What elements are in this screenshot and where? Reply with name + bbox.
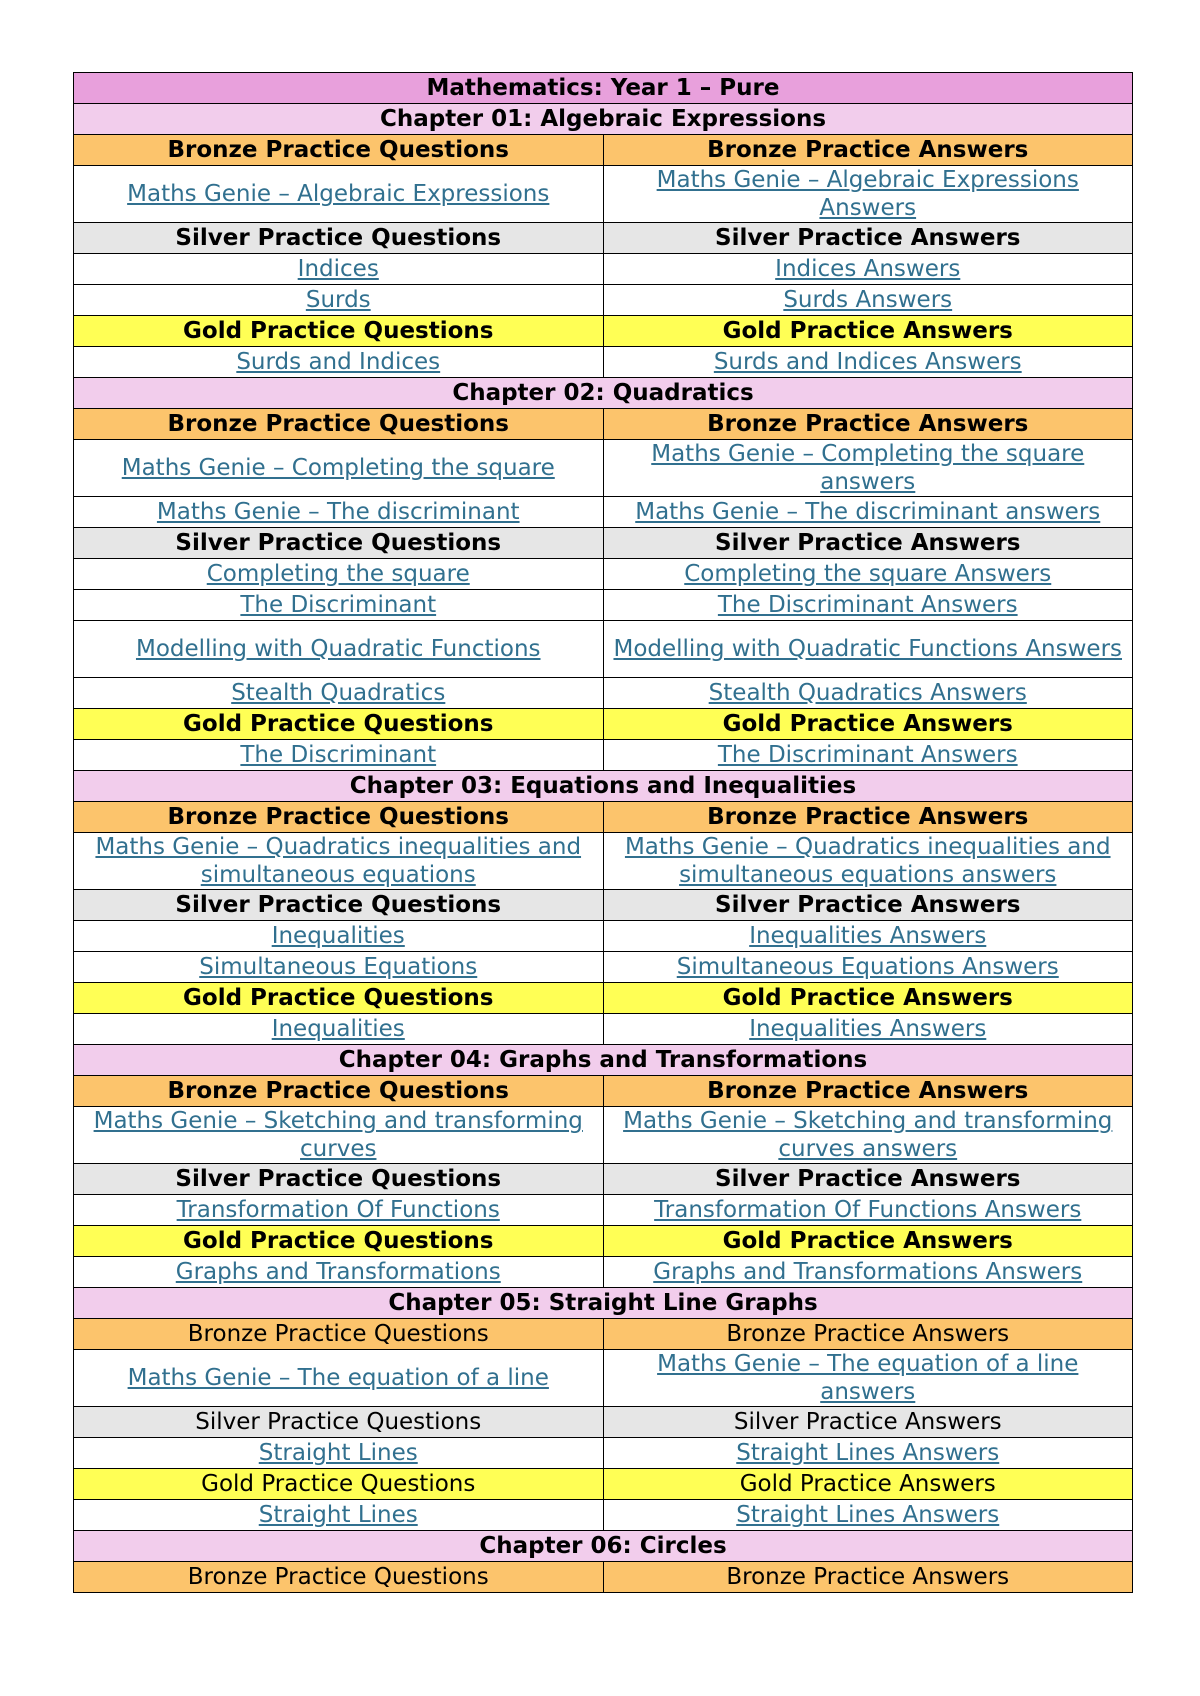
table-row	[74, 440, 1133, 497]
table-row	[74, 559, 1133, 590]
gold-answers-header: Gold Practice Answers	[603, 709, 1133, 740]
silver-answers-header: Silver Practice Answers	[603, 223, 1133, 254]
chapter-row	[74, 378, 1133, 409]
answer-link[interactable]: Straight Lines Answers	[736, 1440, 1000, 1466]
question-cell	[74, 1195, 604, 1226]
answer-cell	[603, 166, 1133, 223]
silver-header-row	[74, 528, 1133, 559]
answer-link[interactable]: Simultaneous Equations Answers	[676, 954, 1059, 980]
answer-link[interactable]: Maths Genie – The discriminant answers	[635, 499, 1101, 525]
table-row	[74, 285, 1133, 316]
question-link[interactable]: Completing the square	[206, 561, 470, 587]
gold-header-row	[74, 983, 1133, 1014]
question-cell	[74, 166, 604, 223]
answer-cell	[603, 1107, 1133, 1164]
question-cell	[74, 1107, 604, 1164]
answer-cell	[603, 497, 1133, 528]
gold-answers-header: Gold Practice Answers	[603, 1226, 1133, 1257]
answer-link[interactable]: Maths Genie – Quadratics inequalities and simultaneous equations answers	[624, 834, 1111, 888]
gold-answers-header: Gold Practice Answers	[603, 316, 1133, 347]
question-link[interactable]: Inequalities	[271, 923, 405, 949]
silver-header-row	[74, 1407, 1133, 1438]
bronze-header-row	[74, 1562, 1133, 1593]
chapter-heading: Chapter 04: Graphs and Transformations	[74, 1045, 1133, 1076]
silver-header-row	[74, 223, 1133, 254]
table-row	[74, 1257, 1133, 1288]
question-link[interactable]: Maths Genie – Algebraic Expressions	[127, 181, 550, 207]
question-cell	[74, 740, 604, 771]
answer-cell	[603, 1014, 1133, 1045]
silver-header-row	[74, 890, 1133, 921]
bronze-questions-header: Bronze Practice Questions	[74, 1319, 604, 1350]
bronze-header-row	[74, 409, 1133, 440]
answer-link[interactable]: Graphs and Transformations Answers	[653, 1259, 1083, 1285]
gold-header-row	[74, 1469, 1133, 1500]
answer-link[interactable]: Transformation Of Functions Answers	[654, 1197, 1082, 1223]
table-row	[74, 678, 1133, 709]
table-row	[74, 347, 1133, 378]
question-link[interactable]: Maths Genie – The discriminant	[156, 499, 520, 525]
answer-cell	[603, 952, 1133, 983]
question-cell	[74, 347, 604, 378]
answer-cell	[603, 833, 1133, 890]
silver-questions-header: Silver Practice Questions	[74, 890, 604, 921]
table-row	[74, 590, 1133, 621]
question-link[interactable]: Modelling with Quadratic Functions	[135, 636, 541, 662]
bronze-header-row	[74, 135, 1133, 166]
question-link[interactable]: Graphs and Transformations	[175, 1259, 501, 1285]
question-cell	[74, 590, 604, 621]
gold-header-row	[74, 1226, 1133, 1257]
bronze-answers-header: Bronze Practice Answers	[603, 135, 1133, 166]
bronze-header-row	[74, 802, 1133, 833]
table-row	[74, 1500, 1133, 1531]
answer-cell	[603, 740, 1133, 771]
answer-link[interactable]: Maths Genie – Completing the square answers	[651, 441, 1085, 495]
title-row	[74, 73, 1133, 104]
table-row	[74, 1438, 1133, 1469]
silver-answers-header: Silver Practice Answers	[603, 1164, 1133, 1195]
bronze-answers-header: Bronze Practice Answers	[603, 1562, 1133, 1593]
answer-cell	[603, 285, 1133, 316]
silver-questions-header: Silver Practice Questions	[74, 528, 604, 559]
question-link[interactable]: Straight Lines	[258, 1440, 418, 1466]
question-cell	[74, 1350, 604, 1407]
bronze-questions-header: Bronze Practice Questions	[74, 409, 604, 440]
answer-link[interactable]: Surds Answers	[783, 287, 953, 313]
page-title: Mathematics: Year 1 – Pure	[74, 73, 1133, 104]
answer-cell	[603, 559, 1133, 590]
table-row	[74, 1350, 1133, 1407]
answer-link[interactable]: Inequalities Answers	[749, 1016, 987, 1042]
gold-answers-header: Gold Practice Answers	[603, 1469, 1133, 1500]
question-link[interactable]: Transformation Of Functions	[176, 1197, 500, 1223]
question-cell	[74, 1500, 604, 1531]
chapter-row	[74, 771, 1133, 802]
silver-questions-header: Silver Practice Questions	[74, 1164, 604, 1195]
silver-questions-header: Silver Practice Questions	[74, 223, 604, 254]
question-link[interactable]: Straight Lines	[258, 1502, 418, 1528]
answer-link[interactable]: Maths Genie – The equation of a line answers	[657, 1351, 1079, 1405]
question-cell	[74, 1014, 604, 1045]
answer-link[interactable]: Indices Answers	[775, 256, 961, 282]
answer-cell	[603, 921, 1133, 952]
table-row	[74, 1107, 1133, 1164]
bronze-answers-header: Bronze Practice Answers	[603, 1076, 1133, 1107]
answer-cell	[603, 254, 1133, 285]
question-cell	[74, 952, 604, 983]
answer-link[interactable]: The Discriminant Answers	[717, 742, 1018, 768]
silver-questions-header: Silver Practice Questions	[74, 1407, 604, 1438]
question-cell	[74, 285, 604, 316]
table-row	[74, 1195, 1133, 1226]
answer-cell	[603, 1257, 1133, 1288]
question-link[interactable]: Stealth Quadratics	[231, 680, 446, 706]
question-link[interactable]: Maths Genie – Sketching and transforming curves	[93, 1108, 583, 1162]
bronze-questions-header: Bronze Practice Questions	[74, 802, 604, 833]
answer-link[interactable]: Maths Genie – Sketching and transforming curves answers	[623, 1108, 1113, 1162]
table-row	[74, 166, 1133, 223]
answer-cell	[603, 621, 1133, 678]
silver-header-row	[74, 1164, 1133, 1195]
answer-link[interactable]: The Discriminant Answers	[717, 592, 1018, 618]
chapter-heading: Chapter 03: Equations and Inequalities	[74, 771, 1133, 802]
silver-answers-header: Silver Practice Answers	[603, 1407, 1133, 1438]
chapter-row	[74, 104, 1133, 135]
answer-cell	[603, 1438, 1133, 1469]
bronze-questions-header: Bronze Practice Questions	[74, 1562, 604, 1593]
gold-questions-header: Gold Practice Questions	[74, 1469, 604, 1500]
question-link[interactable]: Maths Genie – The equation of a line	[127, 1365, 549, 1391]
gold-questions-header: Gold Practice Questions	[74, 709, 604, 740]
answer-link[interactable]: Surds and Indices Answers	[713, 349, 1022, 375]
answer-link[interactable]: Completing the square Answers	[684, 561, 1052, 587]
question-cell	[74, 621, 604, 678]
bronze-answers-header: Bronze Practice Answers	[603, 409, 1133, 440]
answer-link[interactable]: Inequalities Answers	[749, 923, 987, 949]
question-cell	[74, 678, 604, 709]
question-cell	[74, 1257, 604, 1288]
question-link[interactable]: Indices	[297, 256, 379, 282]
answer-cell	[603, 678, 1133, 709]
answer-link[interactable]: Stealth Quadratics Answers	[708, 680, 1027, 706]
bronze-answers-header: Bronze Practice Answers	[603, 1319, 1133, 1350]
question-cell	[74, 497, 604, 528]
answer-cell	[603, 440, 1133, 497]
gold-answers-header: Gold Practice Answers	[603, 983, 1133, 1014]
question-cell	[74, 833, 604, 890]
chapter-row	[74, 1531, 1133, 1562]
table-row	[74, 833, 1133, 890]
question-link[interactable]: Maths Genie – Quadratics inequalities and simultaneous equations	[95, 834, 582, 888]
question-link[interactable]: Inequalities	[271, 1016, 405, 1042]
gold-questions-header: Gold Practice Questions	[74, 983, 604, 1014]
question-cell	[74, 254, 604, 285]
gold-header-row	[74, 709, 1133, 740]
chapter-row	[74, 1288, 1133, 1319]
bronze-questions-header: Bronze Practice Questions	[74, 1076, 604, 1107]
question-link[interactable]: The Discriminant	[240, 742, 437, 768]
question-link[interactable]: Surds	[305, 287, 371, 313]
table-row	[74, 1014, 1133, 1045]
chapter-heading: Chapter 02: Quadratics	[74, 378, 1133, 409]
chapter-heading: Chapter 01: Algebraic Expressions	[74, 104, 1133, 135]
bronze-header-row	[74, 1076, 1133, 1107]
answer-cell	[603, 1195, 1133, 1226]
answer-cell	[603, 347, 1133, 378]
answer-link[interactable]: Straight Lines Answers	[736, 1502, 1000, 1528]
question-link[interactable]: Maths Genie – Completing the square	[121, 455, 555, 481]
table-row	[74, 740, 1133, 771]
bronze-answers-header: Bronze Practice Answers	[603, 802, 1133, 833]
question-cell	[74, 921, 604, 952]
chapter-row	[74, 1045, 1133, 1076]
answer-cell	[603, 590, 1133, 621]
table-row	[74, 621, 1133, 678]
silver-answers-header: Silver Practice Answers	[603, 890, 1133, 921]
chapter-heading: Chapter 05: Straight Line Graphs	[74, 1288, 1133, 1319]
table-row	[74, 921, 1133, 952]
answer-link[interactable]: Maths Genie – Algebraic Expressions Answers	[656, 167, 1079, 221]
question-link[interactable]: Simultaneous Equations	[199, 954, 478, 980]
question-cell	[74, 559, 604, 590]
question-cell	[74, 440, 604, 497]
answer-link[interactable]: Modelling with Quadratic Functions Answers	[613, 636, 1123, 662]
gold-questions-header: Gold Practice Questions	[74, 316, 604, 347]
table-row	[74, 254, 1133, 285]
answer-cell	[603, 1350, 1133, 1407]
chapter-heading: Chapter 06: Circles	[74, 1531, 1133, 1562]
table-row	[74, 952, 1133, 983]
silver-answers-header: Silver Practice Answers	[603, 528, 1133, 559]
bronze-header-row	[74, 1319, 1133, 1350]
resource-table	[73, 72, 1133, 1593]
bronze-questions-header: Bronze Practice Questions	[74, 135, 604, 166]
question-link[interactable]: Surds and Indices	[236, 349, 441, 375]
answer-cell	[603, 1500, 1133, 1531]
question-cell	[74, 1438, 604, 1469]
question-link[interactable]: The Discriminant	[240, 592, 437, 618]
gold-questions-header: Gold Practice Questions	[74, 1226, 604, 1257]
table-row	[74, 497, 1133, 528]
gold-header-row	[74, 316, 1133, 347]
